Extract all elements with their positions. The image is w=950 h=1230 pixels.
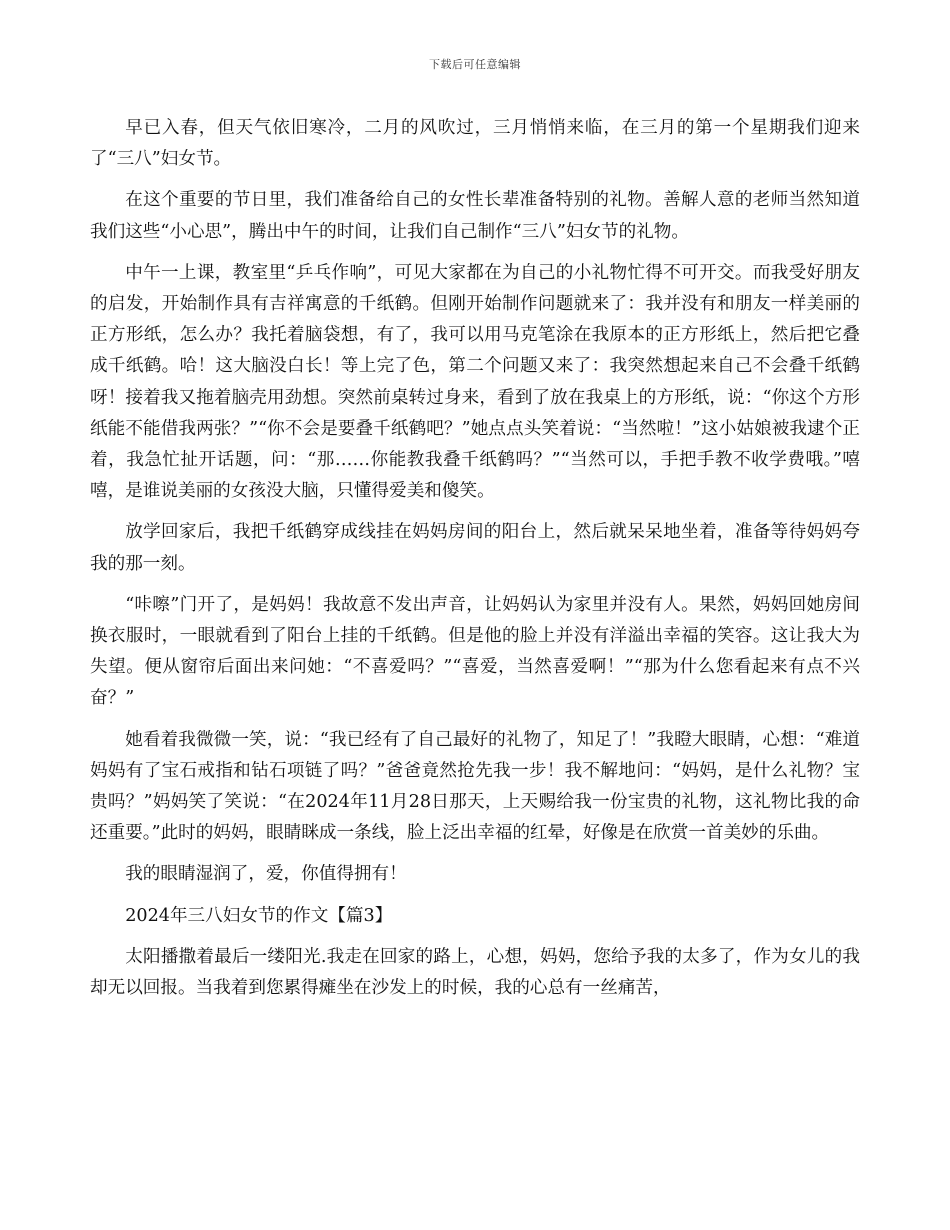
paragraph-5: “咔嚓”门开了，是妈妈！我故意不发出声音，让妈妈认为家里并没有人。果然，妈妈回她房间换衣服时，一眼就看到了阳台上挂的千纸鹤。但是他的脸上并没有洋溢出幸福的笑容。这让我大为失望。便从窗帘后面出来问她：“不喜爱吗？”“喜爱，当然喜爱啊！”“那为什么您看起来有点不兴奋？” — [90, 594, 860, 709]
section-heading: 2024年三八妇女节的作文【篇3】 — [125, 905, 393, 926]
paragraph-1: 早已入春，但天气依旧寒冷，二月的风吹过，三月悄悄来临，在三月的第一个星期我们迎来了“三八”妇女节。 — [90, 118, 860, 170]
paragraph-8: 太阳播撒着最后一缕阳光.我走在回家的路上，心想，妈妈，您给予我的太多了，作为女儿的我却无以回报。当我着到您累得瘫坐在沙发上的时候，我的心总有一丝痛苦， — [90, 946, 860, 999]
article-body — [90, 113, 860, 1014]
page-header-note: 下载后可任意编辑 — [429, 58, 521, 71]
paragraph-7: 我的眼睛湿润了，爱，你值得拥有！ — [125, 864, 407, 885]
paragraph-4: 放学回家后，我把千纸鹤穿成线挂在妈妈房间的阳台上，然后就呆呆地坐着，准备等待妈妈夸我的那一刻。 — [90, 522, 860, 574]
paragraph-6: 她看着我微微一笑，说：“我已经有了自己最好的礼物了，知足了！”我瞪大眼睛，心想：“难道妈妈有了宝石戒指和钻石项链了吗？”爸爸竟然抢先我一步！我不解地问：“妈妈，是什么礼物？宝贵吗？”妈妈笑了笑说：“在2024年11月28日那天，上天赐给我一份宝贵的礼物，这礼物比我的命还重要。”此时的妈妈，眼睛眯成一条线，脸上泛出幸福的红晕，好像是在欣赏一首美妙的乐曲。 — [90, 729, 860, 844]
paragraph-3: 中午一上课，教室里“乒乓作响”，可见大家都在为自己的小礼物忙得不可开交。而我受好朋友的启发，开始制作具有吉祥寓意的千纸鹤。但刚开始制作问题就来了：我并没有和朋友一样美丽的正方形纸，怎么办？我托着脑袋想，有了，我可以用马克笔涂在我原本的正方形纸上，然后把它叠成千纸鹤。哈！这大脑没白长！等上完了色，第二个问题又来了：我突然想起来自己不会叠千纸鹤呀！接着我又拖着脑壳用劲想。突然前桌转过身来，看到了放在我桌上的方形纸，说：“你这个方形纸能不能借我两张？”“你不会是要叠千纸鹤吧？”她点点头笑着说：“当然啦！”这小姑娘被我逮个正着，我急忙扯开话题，问：“那……你能教我叠千纸鹤吗？”“当然可以，手把手教不收学费哦。”嘻嘻，是谁说美丽的女孩没大脑，只懂得爱美和傻笑。 — [90, 262, 860, 502]
paragraph-2: 在这个重要的节日里，我们准备给自己的女性长辈准备特别的礼物。善解人意的老师当然知道我们这些“小心思”，腾出中午的时间，让我们自己制作“三八”妇女节的礼物。 — [90, 190, 860, 242]
